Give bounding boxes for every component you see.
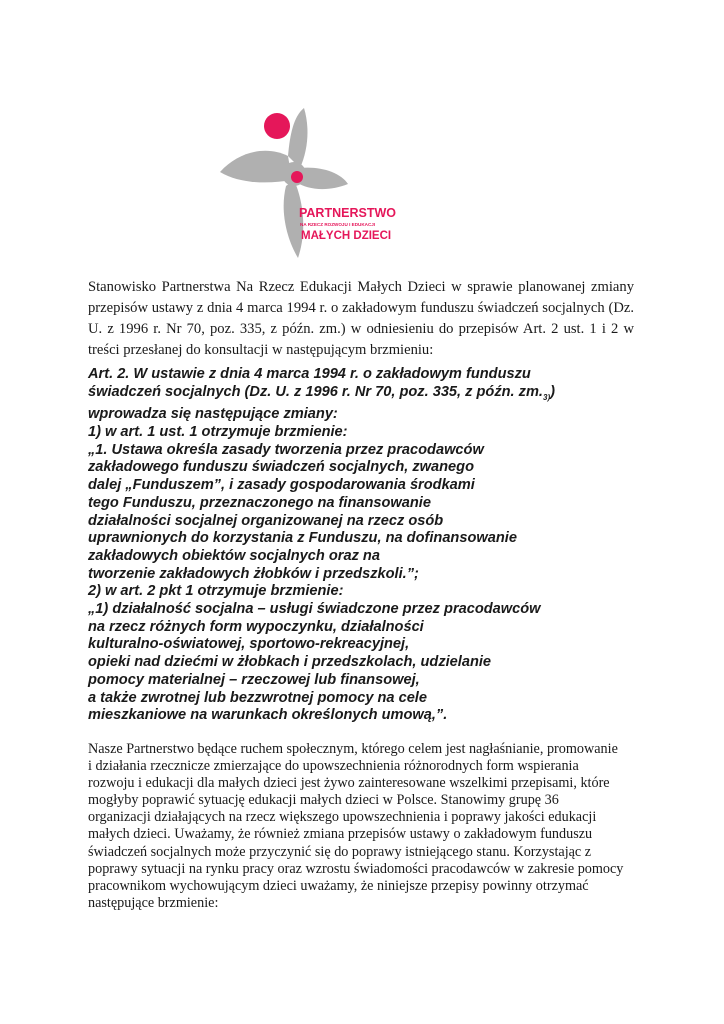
quote-line: na rzecz różnych form wypoczynku, działalności xyxy=(88,618,424,635)
quote-line: Art. 2. W ustawie z dnia 4 marca 1994 r. o zakładowym funduszu xyxy=(88,366,531,382)
pink-dot-large xyxy=(264,113,290,139)
quoted-article-text xyxy=(88,366,608,725)
paragraph-line: i działania rzecznicze zmierzające do upowszechnienia różnorodnych form wspierania xyxy=(88,758,579,775)
quote-line: tego Funduszu, przeznaczonego na finansowanie xyxy=(88,494,431,511)
quote-line: mieszkaniowe na warunkach określonych umową,”. xyxy=(88,707,448,724)
logo-line-1: PARTNERSTWO xyxy=(299,206,396,220)
paragraph-line: poprawy sytuacji na rynku pracy oraz wzrostu świadomości pracodawców w zakresie pomocy xyxy=(88,860,624,877)
quote-line: zakładowych obiektów socjalnych oraz na xyxy=(88,547,380,564)
paragraph-line: rozwoju i edukacji dla małych dzieci jest żywo zainteresowane wszelkimi przepisami, które xyxy=(88,775,610,792)
quote-line: „1) działalność socjalna – usługi świadczone przez pracodawców xyxy=(88,601,541,618)
paragraph-line: małych dzieci. Uważamy, że również zmiana przepisów ustawy o zakładowym funduszu xyxy=(88,826,593,843)
quote-line: 1) w art. 1 ust. 1 otrzymuje brzmienie: xyxy=(88,424,348,441)
quote-line: zakładowego funduszu świadczeń socjalnych, zwanego xyxy=(88,459,475,476)
quote-line: „1. Ustawa określa zasady tworzenia przez pracodawców xyxy=(88,441,484,458)
quote-line: tworzenie zakładowych żłobków i przedszkoli.”; xyxy=(88,565,419,582)
pink-dot-small xyxy=(291,171,303,183)
quote-line: pomocy materialnej – rzeczowej lub finansowej, xyxy=(88,671,420,688)
quote-line: 2) w art. 2 pkt 1 otrzymuje brzmienie: xyxy=(88,583,344,600)
logo-line-3: MAŁYCH DZIECI xyxy=(301,230,392,242)
paragraph-line: organizacji działających na rzecz większego upowszechnienia i poprawy jakości edukacji xyxy=(88,809,597,826)
paragraph-line: pracownikom wychowującym dzieci uważamy, że niniejsze przepisy powinny otrzymać xyxy=(88,877,589,894)
quote-line: świadczeń socjalnych (Dz. U. z 1996 r. Nr 70, poz. 335, z późn. $zm._{3)}$) xyxy=(88,383,555,402)
paragraph-line: mogłyby poprawić sytuację edukacji małych dzieci w Polsce. Stanowimy grupę 36 xyxy=(88,792,559,809)
quote-line: uprawnionych do korzystania z Funduszu, na dofinansowanie xyxy=(88,530,517,547)
quote-line: opieki nad dziećmi w żłobkach i przedszkolach, udzielanie xyxy=(88,654,492,671)
paragraph-line: następujące brzmienie: xyxy=(88,894,219,911)
intro-paragraph: Stanowisko Partnerstwa Na Rzecz Edukacji Małych Dzieci w sprawie planowanej zmiany przepisów ustawy z dnia 4 marca 1994 r. o zakładowym funduszu świadczeń socjalnych (Dz. U. z 1996 r. Nr 70, poz. 335, z późn. zm.) w odniesieniu do przepisów Art. 2 ust. 1 i 2 w treści przesłanej do konsultacji w następującym brzmieniu: xyxy=(88,279,634,358)
quote-line: wprowadza się następujące zmiany: xyxy=(88,406,338,423)
quote-line: dalej „Funduszem”, i zasady gospodarowania środkami xyxy=(88,477,475,494)
logo-line-2: NA RZECZ ROZWOJU I EDUKACJI xyxy=(300,222,376,227)
quote-line: działalności socjalnej organizowanej na rzecz osób xyxy=(88,512,444,529)
paragraph-line: świadczeń socjalnych może przyczynić się do poprawy istniejącego stanu. Korzystając z xyxy=(88,843,592,860)
partnerstwo-logo xyxy=(210,88,400,260)
paragraph-line: Nasze Partnerstwo będące ruchem społecznym, którego celem jest nagłaśnianie, promowanie xyxy=(88,741,618,757)
partnership-statement-paragraph xyxy=(88,741,648,912)
quote-line: a także zwrotnej lub bezzwrotnej pomocy na cele xyxy=(88,689,427,706)
quote-line: kulturalno-oświatowej, sportowo-rekreacyjnej, xyxy=(88,636,410,653)
